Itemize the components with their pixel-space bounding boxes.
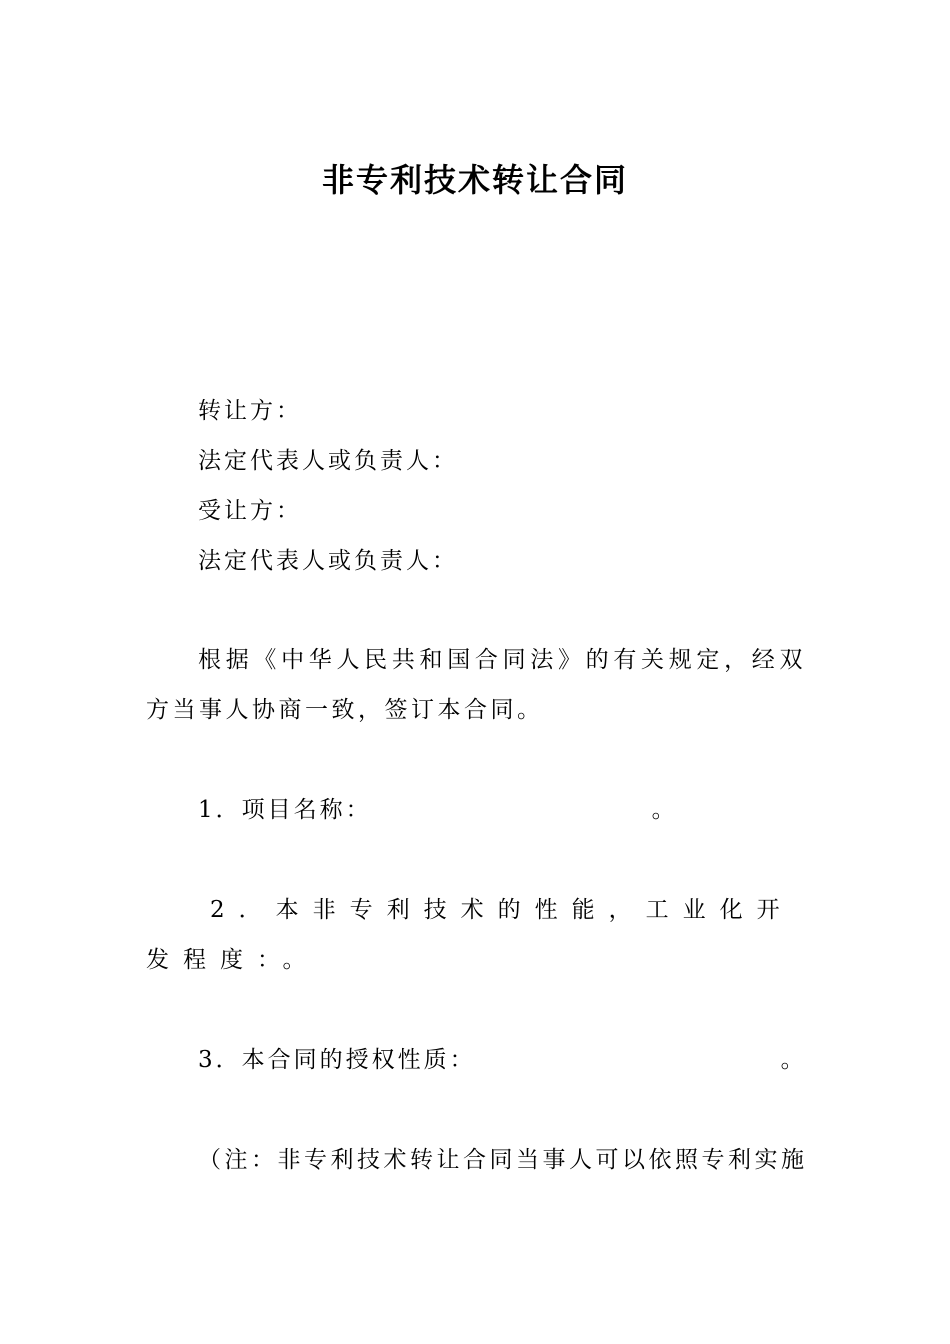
- preamble-paragraph: 根据《中华人民共和国合同法》的有关规定，经双方当事人协商一致，签订本合同。: [146, 647, 806, 723]
- clause-item-2-end: 。: [282, 947, 320, 973]
- document-title: 非专利技术转让合同: [321, 161, 628, 199]
- clause-item-1: [198, 793, 678, 827]
- clause-item-3: [198, 1043, 807, 1077]
- clause-item-2: [146, 885, 806, 985]
- transferee-label: 受让方：: [198, 498, 302, 524]
- transferor-representative-label: 法定代表人或负责人：: [198, 448, 458, 474]
- clause-item-1-end: 。: [651, 797, 678, 823]
- clause-item-3-end: 。: [780, 1047, 807, 1073]
- clause-item-2-label: 2．本非专利技术的性能，工业化开发程度：: [146, 897, 794, 973]
- transferor-label: 转让方：: [198, 398, 302, 424]
- clause-item-1-label: 1．项目名称：: [198, 797, 372, 823]
- note-text: （注：非专利技术转让合同当事人可以依照专利实施: [198, 1147, 808, 1173]
- clause-item-3-label: 3．本合同的授权性质：: [198, 1047, 476, 1073]
- transferee-representative-label: 法定代表人或负责人：: [198, 548, 458, 574]
